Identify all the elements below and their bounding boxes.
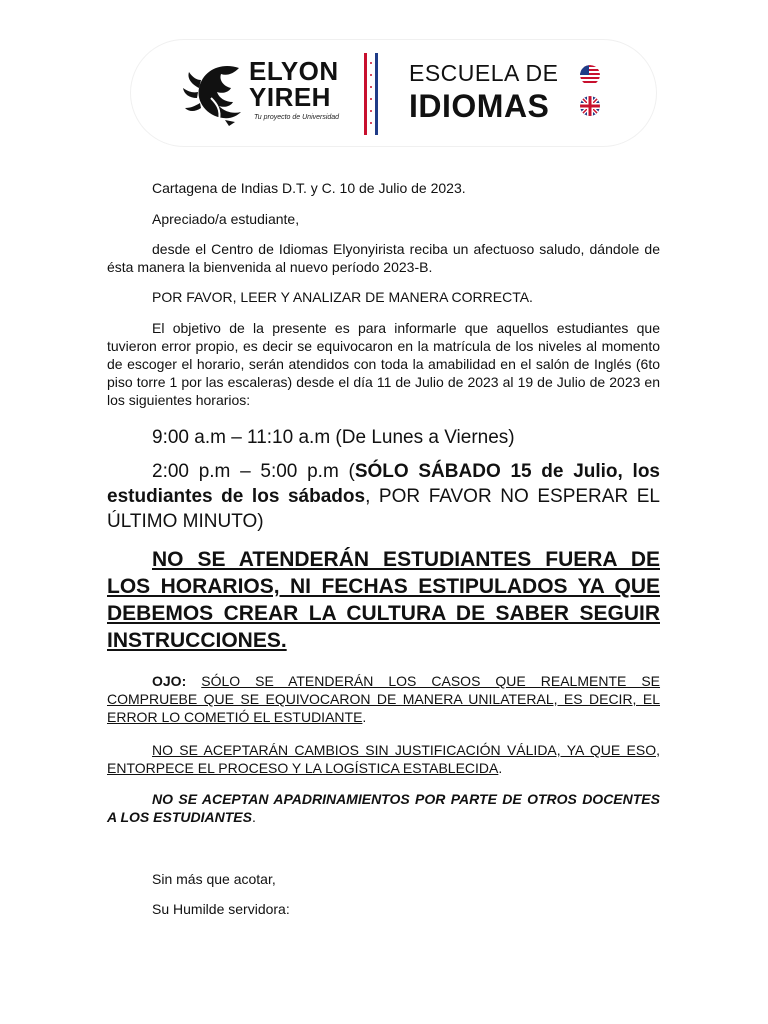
changes-text: NO SE ACEPTARÁN CAMBIOS SIN JUSTIFICACIÓN VÁLIDA, YA QUE ESO, ENTORPECE EL PROCESO Y LA LOGÍSTICA ESTABLECIDA	[107, 742, 660, 776]
ojo-end: .	[362, 709, 367, 725]
schedule-weekdays: 9:00 a.m – 11:10 a.m (De Lunes a Viernes)	[152, 427, 515, 448]
place-and-date: Cartagena de Indias D.T. y C. 10 de Julio de 2023.	[152, 180, 466, 196]
lion-logo-icon	[181, 58, 253, 128]
objective-paragraph: El objetivo de la presente es para informarle que aquellos estudiantes que tuvieron error propio, es decir se equivocaron en la matrícula de los niveles al momento de escoger el horario, serán atendidos con toda la amabilidad en el salón de Inglés (6to piso torre 1 por las escaleras) desde el día 11 de Julio de 2023 al 19 de Julio de 2023 en los siguientes horarios:	[107, 320, 660, 408]
intro-paragraph: desde el Centro de Idiomas Elyonyirista reciba un afectuoso saludo, dándole de ésta manera la bienvenida al nuevo período 2023-B.	[107, 241, 660, 275]
school-title-line-1: ESCUELA DE	[409, 60, 559, 86]
brand-line-1: ELYON	[249, 56, 339, 86]
sponsorship-paragraph	[107, 790, 660, 826]
school-title-line-2: IDIOMAS	[409, 88, 550, 124]
flag-stripe-divider	[362, 53, 380, 135]
signature-line: Su Humilde servidora:	[152, 901, 290, 917]
letterhead	[131, 40, 656, 146]
uk-flag-icon	[580, 96, 600, 116]
ojo-paragraph	[107, 672, 660, 726]
greeting: Apreciado/a estudiante,	[152, 211, 300, 227]
instruction-line: POR FAVOR, LEER Y ANALIZAR DE MANERA CORRECTA.	[152, 289, 533, 305]
changes-end: .	[498, 760, 503, 776]
brand-tagline: Tu proyecto de Universidad	[254, 114, 340, 121]
sponsorship-end: .	[251, 809, 256, 825]
changes-paragraph	[107, 741, 660, 777]
schedule-saturday	[107, 459, 660, 534]
brand-name	[249, 58, 339, 110]
warning-paragraph: NO SE ATENDERÁN ESTUDIANTES FUERA DE LOS HORARIOS, NI FECHAS ESTIPULADOS YA QUE DEBEMOS CREAR LA CULTURA DE SABER SEGUIR INSTRUCCIONES.	[107, 548, 660, 652]
ojo-label: OJO:	[152, 673, 187, 689]
sponsorship-text: NO SE ACEPTAN APADRINAMIENTOS POR PARTE DE OTROS DOCENTES A LOS ESTUDIANTES	[107, 791, 660, 825]
us-flag-icon	[580, 65, 600, 85]
ojo-text: SÓLO SE ATENDERÁN LOS CASOS QUE REALMENTE SE COMPRUEBE QUE SE EQUIVOCARON DE MANERA UNILATERAL, ES DECIR, EL ERROR LO COMETIÓ EL ESTUDIANTE	[107, 673, 661, 725]
schedule-saturday-emphasis: SÓLO SÁBADO 15 de Julio, los estudiantes de los sábados	[107, 461, 660, 507]
brand-line-2: YIREH	[249, 82, 331, 112]
schedule-saturday-time: 2:00 p.m – 5:00 p.m (	[152, 461, 355, 482]
closing-line: Sin más que acotar,	[152, 871, 276, 887]
schedule-saturday-note: , POR FAVOR NO ESPERAR EL ÚLTIMO MINUTO)	[107, 486, 660, 532]
